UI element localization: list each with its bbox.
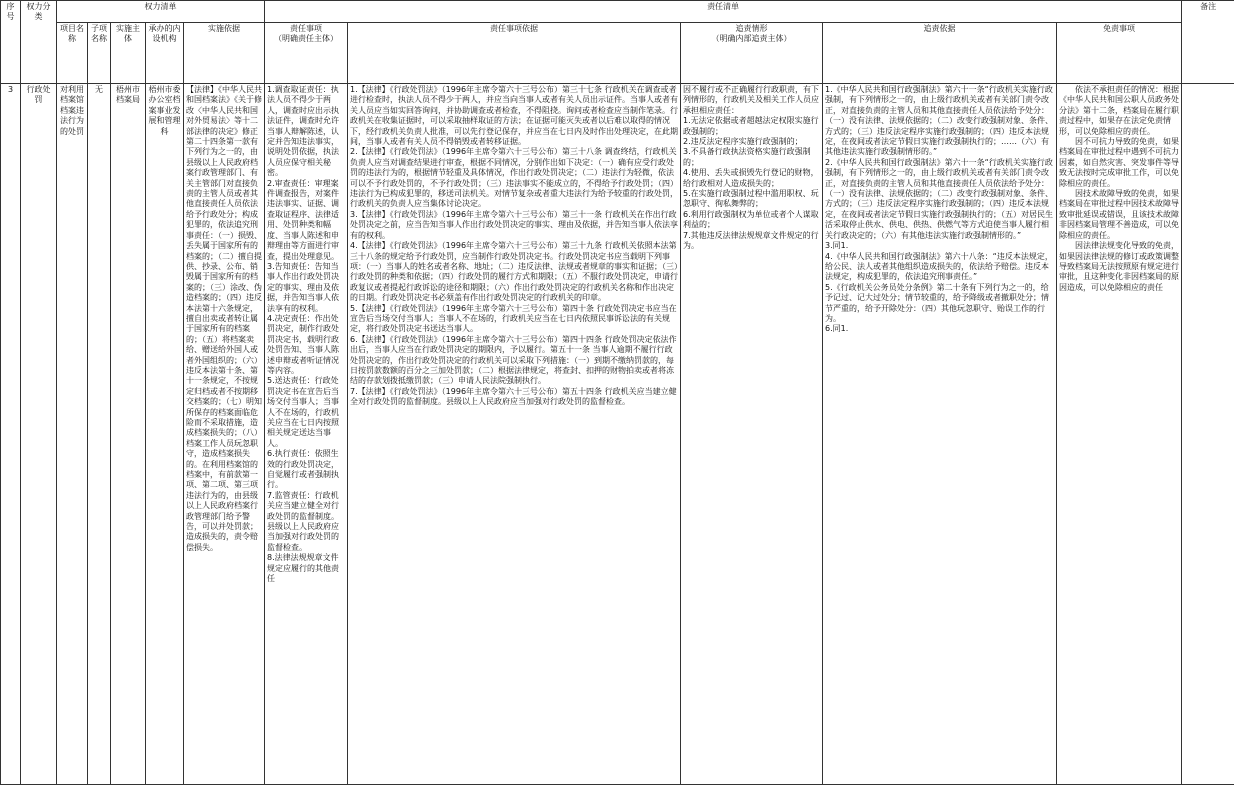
header-row-2 xyxy=(1,23,1234,84)
accountability-basis-item: 2.《中华人民共和国行政强制法》第六十一条“行政机关实施行政强制，有下列情形之一的，由上级行政机关或者有关部门责令改正，对直接负责的主管人员和其他直接责任人员依法给予处分：（一）没有法律、法规依据的；（二）改变行政强制对象、条件、方式的；（三）违反法定程序实施行政强制的；（四）违反本法规定，在夜间或者法定节假日实施行政强制执行的；（五）对居民生活采取停止供水、供电、供热、供燃气等方式迫使当事人履行相关行政决定的；（六）有其他违法实施行政强制情形的。” xyxy=(825,158,1054,241)
row-sub-item-name: 无 xyxy=(88,84,111,785)
accountability-item: 7.其他违反法律法规规章文件规定的行为。 xyxy=(683,231,820,252)
duty-basis-item: 4.【法律】《行政处罚法》（1996年主席令第六十三号公布）第三十九条 行政机关依照本法第三十八条的规定给予行政处罚，应当制作行政处罚决定书。行政处罚决定书应当载明下列事项：（一）当事人的姓名或者名称、地址；（二）违反法律、法规或者规章的事实和证据；（三）行政处罚的种类和依据；（四）行政处罚的履行方式和期限；（五）不服行政处罚决定，申请行政复议或者提起行政诉讼的途径和期限；（六）作出行政处罚决定的行政机关名称和作出决定的日期。行政处罚决定书必须盖有作出行政处罚决定的行政机关的印章。 xyxy=(350,241,678,303)
row-duty-basis xyxy=(348,84,681,785)
row-subject: 梧州市档案局 xyxy=(111,84,146,785)
exemption-item: 因技术故障导致的免责，如果档案局在审批过程中因技术故障导致审批延误或错误，且该技术故障非因档案局管理不善造成，可以免除相应的责任。 xyxy=(1059,189,1179,241)
duty-item: 5.送达责任：行政处罚决定书在宣告后当场交付当事人；当事人不在场的，行政机关应当在七日内按照相关规定送达当事人。 xyxy=(267,376,345,449)
duty-item: 7.监管责任：行政机关应当建立健全对行政处罚的监督制度。县级以上人民政府应当加强对行政处罚的监督检查。 xyxy=(267,491,345,553)
duty-item: 8.法律法规规章文件规定应履行的其他责任 xyxy=(267,553,345,584)
accountability-item: 6.利用行政强制权为单位或者个人谋取利益的； xyxy=(683,210,820,231)
header-sub-item-name: 子项名称 xyxy=(88,23,111,84)
header-seq: 序号 xyxy=(1,1,21,84)
accountability-item: 3.不具备行政执法资格实施行政强制的； xyxy=(683,147,820,168)
accountability-item: 4.使用、丢失或损毁先行登记的财物，给行政相对人造成损失的； xyxy=(683,168,820,189)
duty-basis-item: 7.【法律】《行政处罚法》（1996年主席令第六十三号公布）第五十四条 行政机关应当建立健全对行政处罚的监督制度。县级以上人民政府应当加强对行政处罚的监督检查。 xyxy=(350,387,678,408)
duty-item: 4.决定责任：作出处罚决定，制作行政处罚决定书，载明行政处罚告知、当事人陈述申辩或者听证情况等内容。 xyxy=(267,314,345,376)
exemption-item: 因法律法规变化导致的免责，如果因法律法规的修订或政策调整导致档案局无法按照原有规定进行审批，且这种变化非因档案局的原因造成，可以免除相应的责任 xyxy=(1059,241,1179,293)
header-subject: 实施主体 xyxy=(111,23,146,84)
duty-item: 1.调查取证责任：执法人员不得少于两人，调查时应出示执法证件，调查时允许当事人辩解陈述，认定并告知违法事实，说明处罚依据，执法人员应保守相关秘密。 xyxy=(267,85,345,179)
exemption-item: 依法不承担责任的情况：根据《中华人民共和国公职人员政务处分法》第十二条，档案局在履行职责过程中，如果存在法定免责情形，可以免除相应的责任。 xyxy=(1059,85,1179,137)
duty-basis-item: 6.【法律】《行政处罚法》（1996年主席令第六十三号公布）第四十四条 行政处罚决定依法作出后，当事人应当在行政处罚决定的期限内，予以履行。第五十一条 当事人逾期不履行行政处罚决定的，作出行政处罚决定的行政机关可以采取下列措施：（一）到期不缴纳罚款的，每日按罚款数额的百分之三加处罚款；（二）根据法律规定，将查封、扣押的财物拍卖或者将冻结的存款划拨抵缴罚款；（三）申请人民法院强制执行。 xyxy=(350,335,678,387)
duty-basis-item: 1.【法律】《行政处罚法》（1996年主席令第六十三号公布）第三十七条 行政机关在调查或者进行检查时，执法人员不得少于两人，并应当向当事人或者有关人员出示证件。当事人或者有关人员应当如实回答询问，并协助调查或者检查，不得阻挠。询问或者检查应当制作笔录。行政机关在收集证据时，可以采取抽样取证的方法；在证据可能灭失或者以后难以取得的情况下，经行政机关负责人批准，可以先行登记保存，并应当在七日内及时作出处理决定，在此期间，当事人或者有关人员不得销毁或者转移证据。 xyxy=(350,85,678,147)
accountability-basis-item: 1.《中华人民共和国行政强制法》第六十一条“行政机关实施行政强制，有下列情形之一的，由上级行政机关或者有关部门责令改正，对直接负责的主管人员和其他直接责任人员依法给予处分：（一）没有法律、法规依据的；（二）改变行政强制对象、条件、方式的；（三）违反法定程序实施行政强制的；（四）违反本法规定，在夜间或者法定节假日实施行政强制执行的；……（六）有其他违法实施行政强制情形的。” xyxy=(825,85,1054,158)
accountability-item: 1.无法定依据或者超越法定权限实施行政强制的； xyxy=(683,116,820,137)
header-item-name: 项目名称 xyxy=(57,23,88,84)
header-exemption: 免责事项 xyxy=(1057,23,1182,84)
row-seq: 3 xyxy=(1,84,21,785)
header-remark: 备注 xyxy=(1182,1,1234,84)
duty-basis-item: 2.【法律】《行政处罚法》（1996年主席令第六十三号公布）第三十八条 调查终结，行政机关负责人应当对调查结果进行审查，根据不同情况，分别作出如下决定：（一）确有应受行政处罚的违法行为的，根据情节轻重及具体情况，作出行政处罚决定；（二）违法行为轻微，依法可以不予行政处罚的，不予行政处罚；（三）违法事实不能成立的，不得给予行政处罚；（四）违法行为已构成犯罪的，移送司法机关。对情节复杂或者重大违法行为给予较重的行政处罚，行政机关的负责人应当集体讨论决定。 xyxy=(350,147,678,209)
row-basis xyxy=(184,84,265,785)
header-responsibility-list: 责任清单 xyxy=(265,1,1182,23)
row-accountability-basis xyxy=(823,84,1057,785)
header-row-1 xyxy=(1,1,1234,23)
row-duty-items xyxy=(265,84,348,785)
exemption-item: 因不可抗力导致的免责，如果档案局在审批过程中遇到不可抗力因素，如自然灾害、突发事件等导致无法按时完成审批工作，可以免除相应的责任。 xyxy=(1059,137,1179,189)
accountability-basis-item: 6.同1. xyxy=(825,324,1054,334)
accountability-item: 5.在实施行政强制过程中滥用职权、玩忽职守、徇私舞弊的； xyxy=(683,189,820,210)
row-category: 行政处罚 xyxy=(21,84,57,785)
row-internal-org: 梧州市委办公室档案事业发展和管理科 xyxy=(146,84,184,785)
row-accountability xyxy=(681,84,823,785)
header-accountability: 追责情形 （明确内部追责主体） xyxy=(681,23,823,84)
header-category: 权力分类 xyxy=(21,1,57,84)
accountability-item: 因不履行或不正确履行行政职责，有下列情形的，行政机关及相关工作人员应承担相应责任： xyxy=(683,85,820,116)
duty-basis-item: 5.【法律】《行政处罚法》（1996年主席令第六十三号公布）第四十条 行政处罚决定书应当在宣告后当场交付当事人；当事人不在场的，行政机关应当在七日内依照民事诉讼法的有关规定，将行政处罚决定书送达当事人。 xyxy=(350,304,678,335)
header-internal-org: 承办的内设机构 xyxy=(146,23,184,84)
header-power-list: 权力清单 xyxy=(57,1,265,23)
duty-item: 3.告知责任：告知当事人作出行政处罚决定的事实、理由及依据，并告知当事人依法享有的权利。 xyxy=(267,262,345,314)
accountability-basis-item: 4.《中华人民共和国行政强制法》第六十八条：“违反本法规定，给公民、法人或者其他组织造成损失的，依法给予赔偿。违反本法规定，构成犯罪的，依法追究刑事责任。” xyxy=(825,252,1054,283)
basis-text: 【法律】《中华人民共和国档案法》《关于修改〈中华人民共和国对外贸易法〉等十二部法律的决定》修正第二十四条第一款有下列行为之一的，由县级以上人民政府档案行政管理部门、有关主管部门对直接负责的主管人员或者其他直接责任人员依法给予行政处分；构成犯罪的，依法追究刑事责任：（一）损毁、丢失属于国家所有的档案的；（二）擅自提供、抄录、公布、销毁属于国家所有的档案的；（三）涂改、伪造档案的；（四）违反本法第十六条规定，擅自出卖或者转让属于国家所有的档案的；（五）将档案卖给、赠送给外国人或者外国组织的；（六）违反本法第十条、第十一条规定，不按规定归档或者不按期移交档案的；（七）明知所保存的档案面临危险而不采取措施，造成档案损失的；（八）档案工作人员玩忽职守，造成档案损失的。在利用档案馆的档案中，有前款第一项、第二项、第三项违法行为的，由县级以上人民政府档案行政管理部门给予警告，可以并处罚款；造成损失的，责令赔偿损失。 xyxy=(186,85,262,783)
accountability-basis-item: 3.同1. xyxy=(825,241,1054,251)
duty-item: 2.审查责任：审理案件调查报告，对案件违法事实、证据、调查取证程序、法律适用、处罚种类和幅度、当事人陈述和申辩理由等方面进行审查，提出处理意见。 xyxy=(267,179,345,262)
row-exemption xyxy=(1057,84,1182,785)
header-basis: 实施依据 xyxy=(184,23,265,84)
row-item-name: 对利用档案馆档案违法行为的处罚 xyxy=(57,84,88,785)
header-duty-basis: 责任事项依据 xyxy=(348,23,681,84)
table-row xyxy=(1,84,1234,785)
header-duty-items: 责任事项 （明确责任主体） xyxy=(265,23,348,84)
accountability-basis-item: 5.《行政机关公务员处分条例》第二十条有下列行为之一的，给予记过、记大过处分；情节较重的，给予降级或者撤职处分；情节严重的，给予开除处分：（四）其他玩忽职守、贻误工作的行为。 xyxy=(825,283,1054,325)
duty-basis-item: 3.【法律】《行政处罚法》（1996年主席令第六十三号公布）第三十一条 行政机关在作出行政处罚决定之前，应当告知当事人作出行政处罚决定的事实、理由及依据，并告知当事人依法享有的权利。 xyxy=(350,210,678,241)
row-remark xyxy=(1182,84,1234,785)
header-accountability-basis: 追责依据 xyxy=(823,23,1057,84)
duty-item: 6.执行责任：依照生效的行政处罚决定，自觉履行或者强制执行。 xyxy=(267,449,345,491)
accountability-item: 2.违反法定程序实施行政强制的； xyxy=(683,137,820,147)
